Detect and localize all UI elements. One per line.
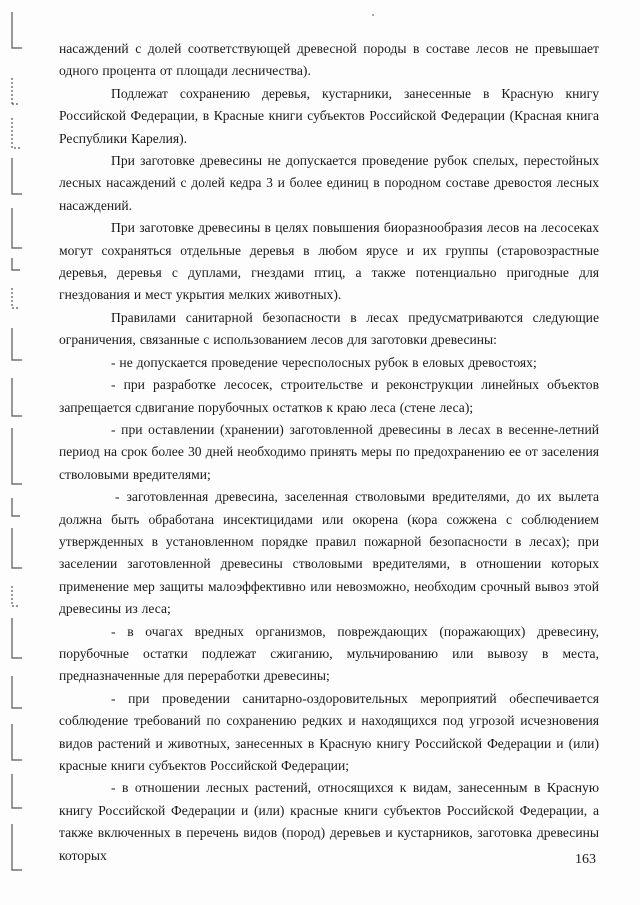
page-number: 163 (575, 852, 596, 867)
list-item-infested-timber: - заготовленная древесина, заселенная стволовыми вредителями, до их вылета должна быть обработана инсектицидами или окорена (кора сожжена с соблюдением утвержденных в установленном порядке правил пожарной безопасности в лесах); при заселении заготовленной древесины стволовыми вредителями, в отношении которых применение мер защиты малоэффективно или невозможно, необходим срочный вывоз этой древесины из леса; (59, 489, 599, 617)
list-item-sanitary-measures: - при проведении санитарно-оздоровительных мероприятий обеспечивается соблюдение требований по сохранению редких и находящихся под угрозой исчезновения видов растений и животных, занесенных в Красную книгу Российской Федерации и (или) красные книги субъектов Российской Федерации; (59, 690, 599, 773)
body-text (59, 38, 599, 867)
paragraph-sanitary-rules: Правилами санитарной безопасности в лесах предусматриваются следующие ограничения, связанные с использованием лесов для заготовки древесины: (59, 309, 599, 348)
list-item-pest-foci: - в очагах вредных организмов, повреждающих (поражающих) древесину, порубочные остатки подлежат сжиганию, мульчированию или вывозу в места, предназначенные для переработки древесины; (59, 623, 599, 684)
paragraph-cedar-restriction: При заготовке древесины не допускается проведение рубок спелых, перестойных лесных насаждений с долей кедра 3 и более единиц в породном составе древостоя лесных насаждений. (59, 153, 599, 213)
list-item-strip-cutting: - не допускается проведение чересполосных рубок в еловых древостоях; (111, 354, 537, 370)
list-item-timber-storage: - при оставлении (хранении) заготовленной древесины в лесах в весенне-летний период на срок более 30 дней необходимо принять меры по предохранению ее от заселения стволовыми вредителями; (59, 421, 599, 482)
list-item-felling-residue: - при разработке лесосек, строительстве и реконструкции линейных объектов запрещается сдвигание порубочных остатков к краю леса (стене леса); (59, 377, 599, 415)
list-item-rare-plants: - в отношении лесных растений, относящихся к видам, занесенным в Красную книгу Российской Федерации и (или) красные книги субъектов Российской Федерации, а также включенных в перечень видов (пород) деревьев и кустарников, заготовка древесины которых (59, 780, 599, 863)
paragraph-red-book-protection: Подлежат сохранению деревья, кустарники, занесенные в Красную книгу Российской Федерации, в Красные книги субъектов Российской Федерации (Красная книга Республики Карелия). (59, 85, 599, 146)
binding-margin-marks (8, 8, 26, 878)
paragraph-biodiversity: При заготовке древесины в целях повышения биоразнообразия лесов на лесосеках могут сохраняться отдельные деревья в любом ярусе и их группы (старовозрастные деревья, деревья с дуплами, гнездами птиц, а также потенциально пригодные для гнездования и мест укрытия мелких животных). (59, 220, 599, 303)
paragraph-continuation: насаждений с долей соответствующей древесной породы в составе лесов не превышает одного процента от площади лесничества). (59, 41, 599, 79)
scan-speck (372, 14, 374, 16)
